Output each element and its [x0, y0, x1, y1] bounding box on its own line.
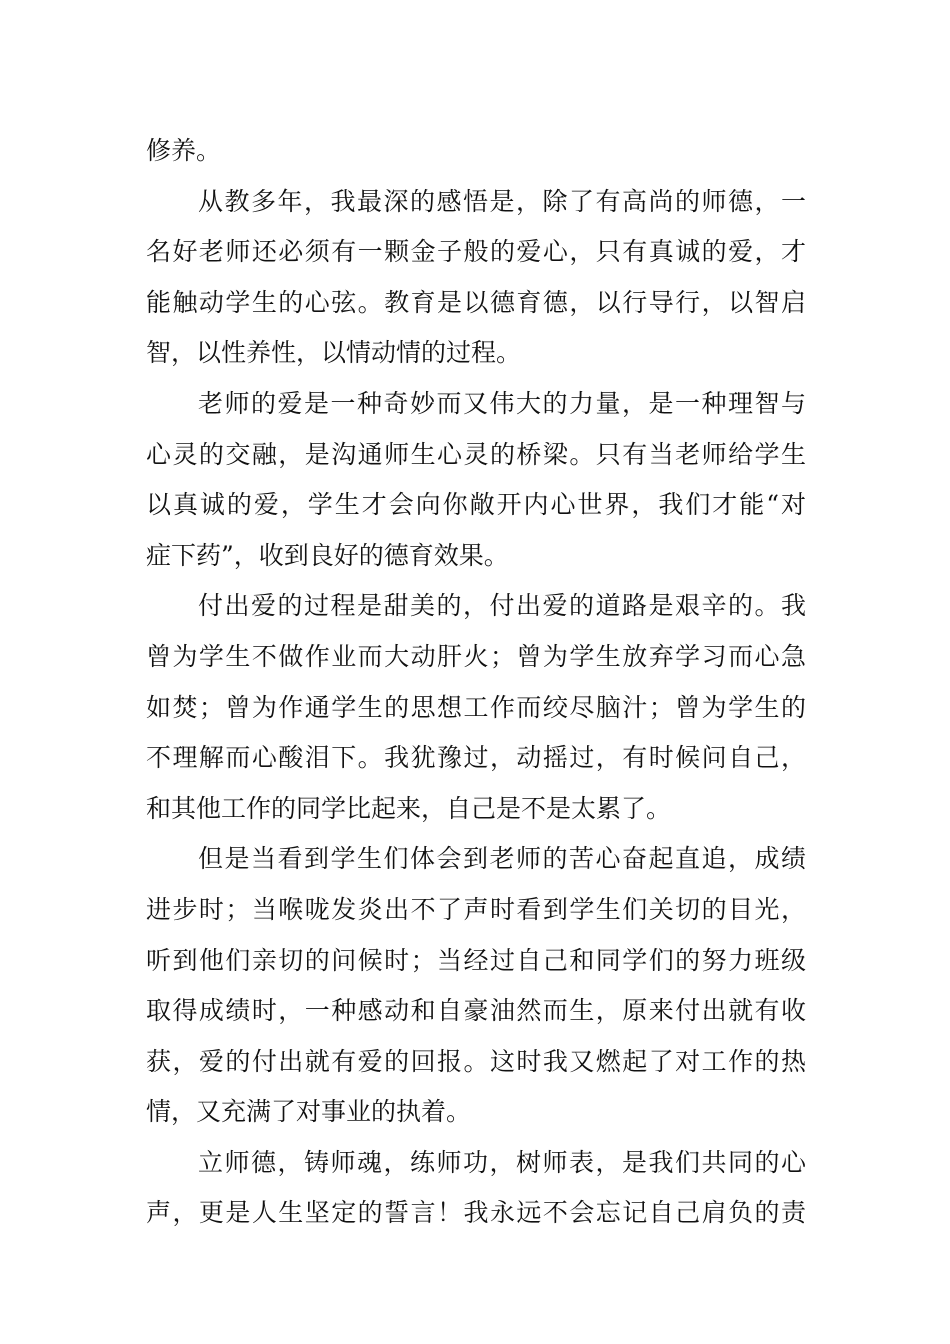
text-line: 修养。 — [146, 136, 222, 165]
text-line: 能触动学生的心弦。教育是以德育德，以行导行，以智启 — [146, 287, 806, 317]
paragraph-first-line: 从教多年，我最深的感悟是，除了有高尚的师德，一 — [198, 186, 806, 216]
text-line: 获，爱的付出就有爱的回报。这时我又燃起了对工作的热 — [146, 1046, 806, 1076]
text-line: 心灵的交融，是沟通师生心灵的桥梁。只有当老师给学生 — [146, 439, 806, 469]
paragraph-first-line: 付出爱的过程是甜美的，付出爱的道路是艰辛的。我 — [198, 591, 806, 621]
text-line: 症下药”，收到良好的德育效果。 — [146, 540, 509, 570]
text-line: 以真诚的爱，学生才会向你敞开内心世界，我们才能“对 — [146, 490, 806, 520]
text-line: 和其他工作的同学比起来，自己是不是太累了。 — [146, 793, 672, 823]
paragraph-first-line: 但是当看到学生们体会到老师的苦心奋起直追，成绩 — [198, 844, 806, 874]
text-line: 情，又充满了对事业的执着。 — [146, 1097, 472, 1127]
text-line: 曾为学生不做作业而大动肝火；曾为学生放弃学习而心急 — [146, 641, 806, 671]
text-line: 取得成绩时，一种感动和自豪油然而生，原来付出就有收 — [146, 996, 806, 1026]
text-line: 听到他们亲切的问候时；当经过自己和同学们的努力班级 — [146, 945, 806, 975]
document-body — [146, 126, 806, 1239]
text-line: 不理解而心酸泪下。我犹豫过，动摇过，有时候问自己， — [146, 743, 806, 773]
paragraph-first-line: 立师德，铸师魂，练师功，树师表，是我们共同的心 — [198, 1147, 806, 1177]
paragraph-first-line: 老师的爱是一种奇妙而又伟大的力量，是一种理智与 — [198, 388, 806, 418]
text-line: 进步时；当喉咙发炎出不了声时看到学生们关切的目光， — [146, 894, 806, 924]
text-line: 名好老师还必须有一颗金子般的爱心，只有真诚的爱，才 — [146, 237, 806, 267]
text-line: 智，以性养性，以情动情的过程。 — [146, 338, 522, 368]
text-line: 如焚；曾为作通学生的思想工作而绞尽脑汁；曾为学生的 — [146, 692, 806, 722]
text-line: 声，更是人生坚定的誓言！我永远不会忘记自己肩负的责 — [146, 1198, 806, 1228]
